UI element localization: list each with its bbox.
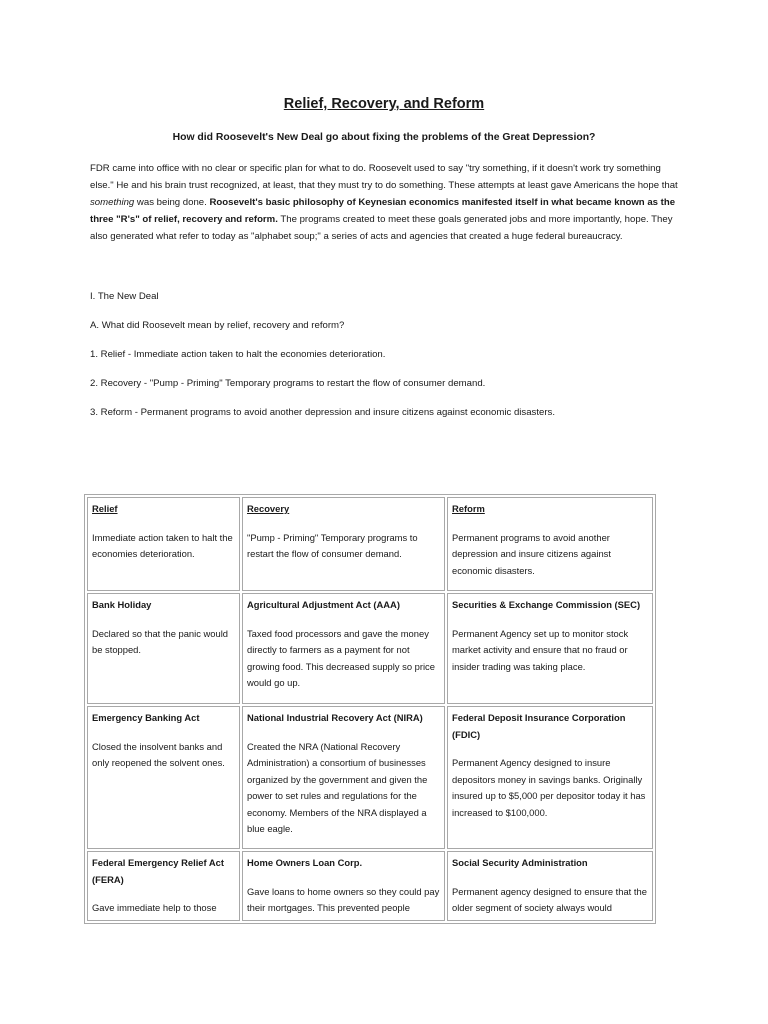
cell-body: Permanent programs to avoid another depression and insure citizens against economic disasters. (452, 531, 611, 576)
page-title: Relief, Recovery, and Reform (283, 96, 485, 112)
table-row (87, 497, 653, 591)
cell-body: Permanent Agency set up to monitor stock market activity and ensure that no fraud or insider trading was taking place. (452, 627, 629, 672)
cell-body: Taxed food processors and gave the money directly to farmers as a payment for not growing food. This decreased supply so price would go up. (247, 627, 435, 688)
cell-body: Gave loans to home owners so they could pay their mortgages. This prevented people (247, 885, 440, 913)
table-cell (447, 497, 653, 591)
cell-body: "Pump - Priming" Temporary programs to restart the flow of consumer demand. (247, 531, 418, 559)
intro-italic: something (90, 197, 135, 208)
table-cell (242, 851, 445, 921)
cell-body: Created the NRA (National Recovery Administration) a consortium of businesses organized by the government and given the power to set rules and regulations for the economy. Members of the NRA displayed a blue eagle. (247, 740, 428, 834)
intro-text-3: The programs created to meet these goals generated jobs and more importantly, hope. They also generated what refer to today as "alphabet soup;" a series of acts and agencies that created a huge federal bureaucracy. (90, 214, 673, 242)
outline-relief: 1. Relief - Immediate action taken to halt the economies deterioration. (90, 349, 386, 360)
table-cell (447, 851, 653, 921)
outline-question: A. What did Roosevelt mean by relief, recovery and reform? (90, 320, 345, 331)
cell-heading: Home Owners Loan Corp. (247, 857, 363, 868)
table-cell (87, 593, 240, 704)
cell-heading: Bank Holiday (92, 599, 152, 610)
intro-text-1: FDR came into office with no clear or specific plan for what to do. Roosevelt used to say "try something, if it doesn't work try something else." He and his brain trust recognized, at least, that they must try to do something. These attempts at least gave Americans the hope that (90, 163, 678, 191)
cell-heading: Federal Deposit Insurance Corporation (FDIC) (452, 712, 626, 740)
outline-recovery: 2. Recovery - "Pump - Priming" Temporary programs to restart the flow of consumer demand. (90, 378, 486, 389)
cell-heading: Emergency Banking Act (92, 712, 200, 723)
page-question: How did Roosevelt's New Deal go about fixing the problems of the Great Depression? (172, 132, 596, 143)
cell-heading: Relief (92, 503, 118, 514)
table-cell (87, 497, 240, 591)
cell-body: Immediate action taken to halt the economies deterioration. (92, 531, 233, 559)
table-cell (242, 593, 445, 704)
cell-heading: Federal Emergency Relief Act (FERA) (92, 857, 224, 885)
table-cell (87, 851, 240, 921)
cell-heading: Reform (452, 503, 485, 514)
cell-body: Gave immediate help to those (92, 902, 217, 913)
table-row (87, 851, 653, 921)
cell-body: Permanent Agency designed to insure depositors money in savings banks. Originally insured up to $5,000 per depositor today it has increased to $100,000. (452, 757, 646, 818)
table-row (87, 593, 653, 704)
outline-heading: I. The New Deal (90, 291, 159, 302)
cell-body: Closed the insolvent banks and only reopened the solvent ones. (92, 740, 225, 768)
intro-paragraph (90, 160, 682, 245)
cell-heading: Securities & Exchange Commission (SEC) (452, 599, 641, 610)
cell-body: Permanent agency designed to ensure that the older segment of society always would (452, 885, 647, 913)
table-cell (242, 706, 445, 849)
cell-heading: Social Security Administration (452, 857, 588, 868)
table-cell (447, 593, 653, 704)
cell-heading: Agricultural Adjustment Act (AAA) (247, 599, 400, 610)
cell-body: Declared so that the panic would be stopped. (92, 627, 229, 655)
outline-reform: 3. Reform - Permanent programs to avoid another depression and insure citizens against economic disasters. (90, 407, 555, 418)
table-cell (447, 706, 653, 849)
new-deal-table (84, 494, 656, 924)
cell-heading: National Industrial Recovery Act (NIRA) (247, 712, 423, 723)
intro-bold: Roosevelt's basic philosophy of Keynesian economics manifested itself in what became known as the three "R's" of relief, recovery and reform. (90, 197, 676, 225)
intro-text-2: was being done. (134, 197, 210, 208)
table-row (87, 706, 653, 849)
table-cell (87, 706, 240, 849)
table-cell (242, 497, 445, 591)
cell-heading: Recovery (247, 503, 290, 514)
